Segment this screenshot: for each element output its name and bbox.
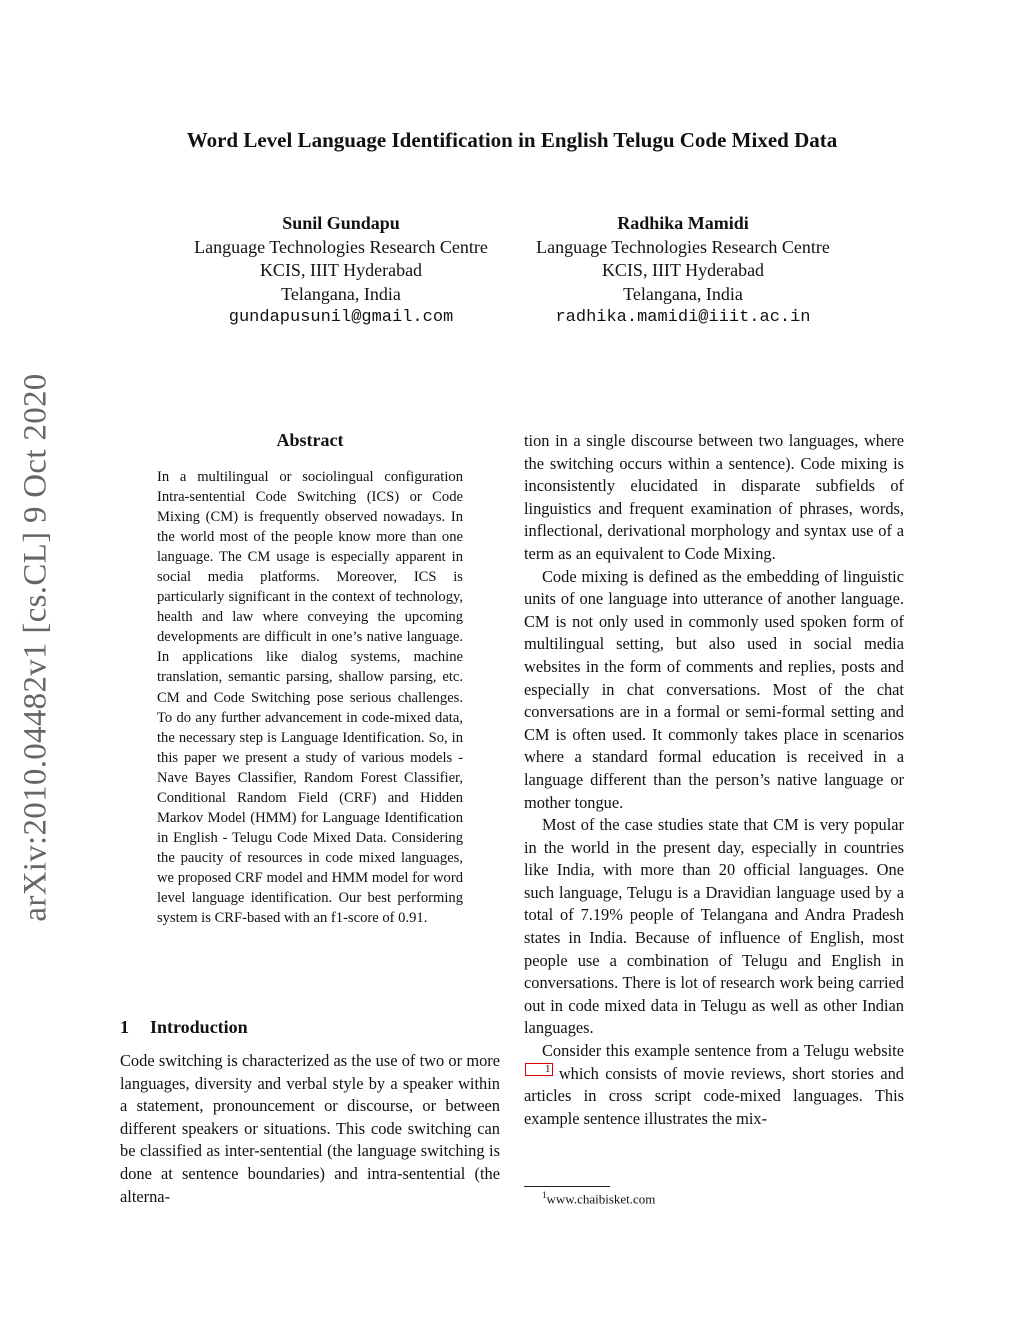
footnote-divider <box>524 1186 610 1187</box>
arxiv-stamp-text: arXiv:2010.04482v1 [cs.CL] 9 Oct 2020 <box>17 373 54 922</box>
abstract-text: In a multilingual or sociolingual configuration Intra-sentential Code Switching (ICS) or Code Mixing (CM) is frequently observed nowadays. In the world most of the people know more than one language. The CM usage is especially apparent in social media platforms. Moreover, ICS is particularly significant in the context of technology, health and law where conveying the upcoming developments are difficult in one’s native language. In applications like dialog systems, machine translation, semantic parsing, shallow parsing, etc. CM and Code Switching pose serious challenges. To do any further advancement in code-mixed data, the necessary step is Language Identification. So, in this paper we present a study of various models - Nave Bayes Classifier, Random Forest Classifier, Conditional Random Field (CRF) and Hidden Markov Model (HMM) for Language Identification in English - Telugu Code Mixed Data. Considering the paucity of resources in code mixed languages, we proposed CRF model and HMM model for word level language identification. Our best performing system is CRF-based with an f1-score of 0.91. <box>157 469 463 927</box>
paragraph-text: Consider this example sentence from a Telugu website <box>542 1041 904 1061</box>
section-title: Introduction <box>150 1017 248 1037</box>
footnote <box>542 1190 655 1207</box>
paragraph-text: which consists of movie reviews, short stories and articles in cross script code-mixed languages. This example sentence illustrates the mix- <box>524 1063 904 1128</box>
footnote-text: www.chaibisket.com <box>546 1191 656 1207</box>
author-affiliation: KCIS, IIIT Hyderabad <box>259 260 423 280</box>
body-paragraph: Most of the case studies state that CM is very popular in the world in the present day, especially in countries like India, with more than 20 official languages. One such language, Telugu is a Dravidian language used by a total of 7.19% people of Telangana and Andra Pradesh states in India. Because of influence of English, most people use a combination of Telugu and English in conversations. There is lot of research work being carried out in code mixed data in Telugu as well as other Indian languages. <box>524 815 904 1038</box>
body-paragraph <box>524 1040 904 1130</box>
section-heading <box>120 1017 248 1038</box>
right-column <box>524 430 904 1130</box>
author-affiliation: Language Technologies Research Centre <box>536 236 830 257</box>
author-affiliation: KCIS, IIIT Hyderabad <box>601 260 765 280</box>
author-affiliation: Telangana, India <box>623 283 743 304</box>
arxiv-stamp <box>8 365 64 930</box>
paper-title: Word Level Language Identification in English Telugu Code Mixed Data <box>186 128 838 152</box>
intro-paragraph: Code switching is characterized as the use of two or more languages, diversity and verbal style by a speaker within a statement, pronouncement or discourse, or between different speakers or situations. This code switching can be classified as inter-sentential (the language switching is done at sentence boundaries) and intra-sentential (the alterna- <box>120 1051 500 1206</box>
footnote-marker: 1 <box>542 1190 547 1200</box>
section-number: 1 <box>120 1017 129 1037</box>
author-block-1 <box>170 212 512 330</box>
author-name: Radhika Mamidi <box>617 213 749 233</box>
body-paragraph: Code mixing is defined as the embedding of linguistic units of one language into utterance of another language. CM is not only used in commonly used spoken form of multilingual setting, but also used in social media websites in the form of comments and replies, posts and especially in chat conversations. Most of the chat conversations are in a formal or semi-formal setting and CM is often used. It commonly takes place in scenarios where a standard formal education is received in a language different than the person’s native language or mother tongue. <box>524 566 904 812</box>
author-block-2 <box>512 212 854 330</box>
author-affiliation: Language Technologies Research Centre <box>194 236 488 257</box>
author-email: gundapusunil@gmail.com <box>228 308 454 327</box>
footnote-link[interactable]: 1 <box>525 1063 553 1076</box>
abstract-heading: Abstract <box>276 430 344 450</box>
author-email: radhika.mamidi@iiit.ac.in <box>555 308 811 327</box>
author-name: Sunil Gundapu <box>282 213 400 233</box>
body-paragraph: tion in a single discourse between two languages, where the switching occurs within a sentence). Code mixing is inconsistently elucidated in disparate subfields of linguistics and frequent examination of phrases, words, inflectional, derivational morphology and syntax use of a term as an equivalent to Code Mixing. <box>524 431 904 563</box>
author-affiliation: Telangana, India <box>281 283 401 304</box>
